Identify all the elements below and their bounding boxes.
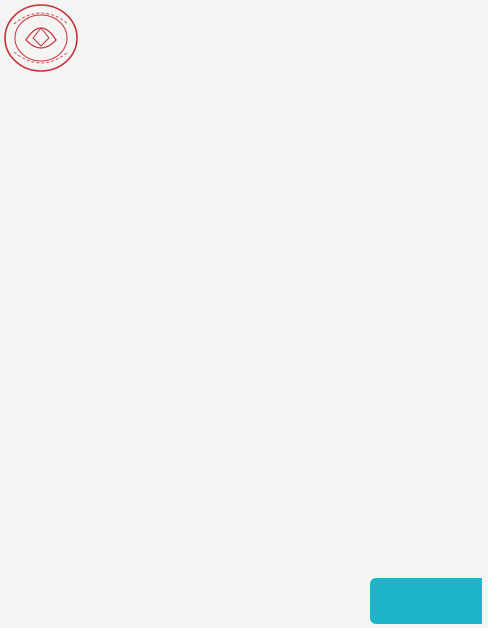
official-stamp [0,0,82,76]
site-logo [370,578,482,624]
header-subject [334,30,398,46]
grade-name [402,300,448,330]
header-grade [402,26,448,50]
header-qualifications [162,26,330,46]
